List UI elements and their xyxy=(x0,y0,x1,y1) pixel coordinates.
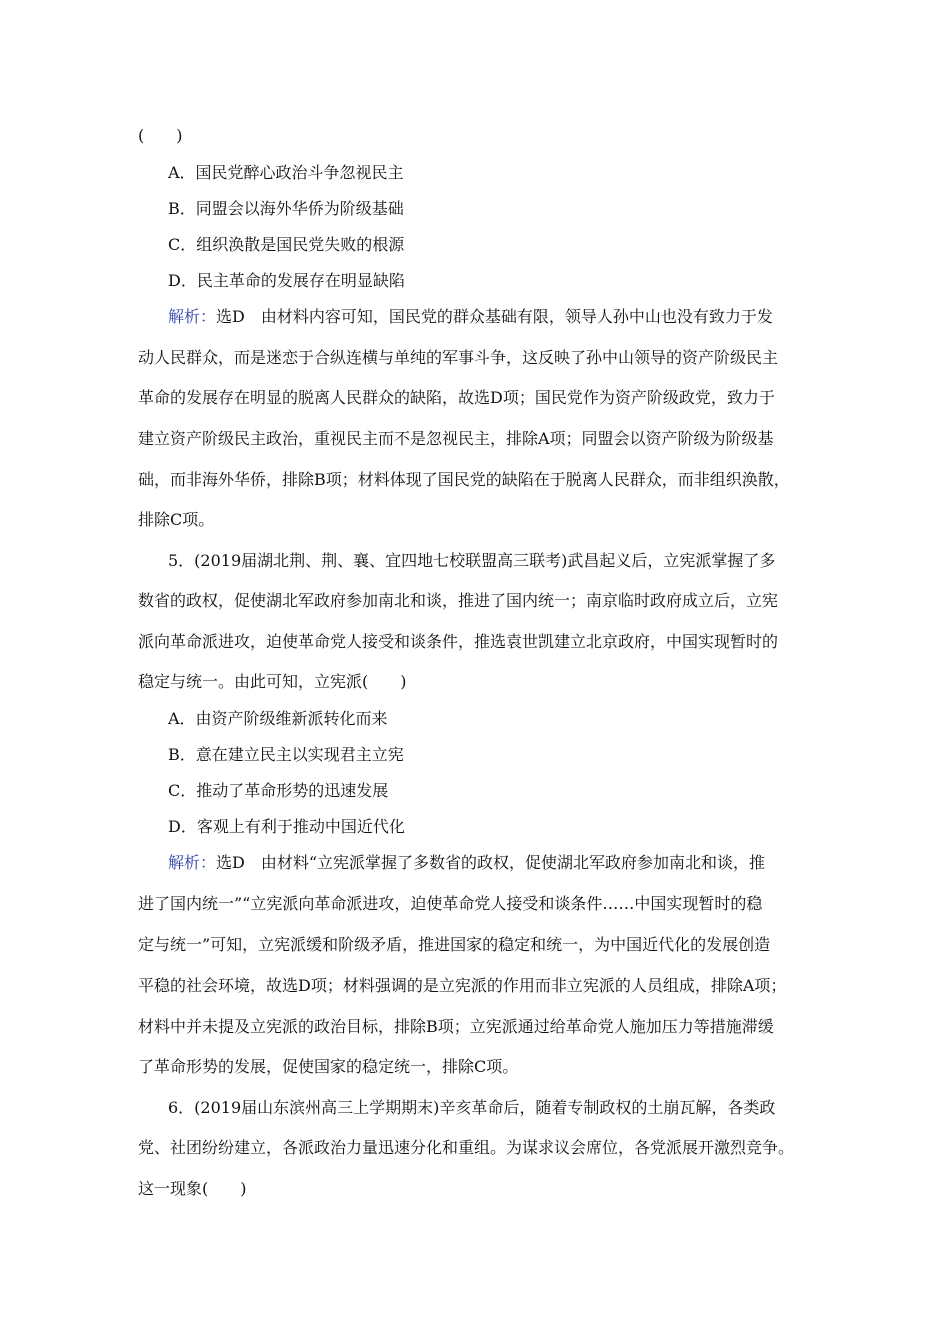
q6-stem-line: 6．(2019届山东滨州高三上学期期末)辛亥革命后，随着专制政权的土崩瓦解，各类政 xyxy=(168,1098,776,1117)
q5-analysis-line: 平稳的社会环境，故选D项；材料强调的是立宪派的作用而非立宪派的人员组成，排除A项； xyxy=(138,976,787,995)
q4-analysis-line: 革命的发展存在明显的脱离人民群众的缺陷，故选D项；国民党作为资产阶级政党，致力于 xyxy=(138,388,775,407)
q5-stem-line: 稳定与统一。由此可知，立宪派( ) xyxy=(138,672,407,691)
q4-stem-tail: ( ) xyxy=(138,126,183,145)
q4-analysis-line: 础，而非海外华侨，排除B项；材料体现了国民党的缺陷在于脱离人民群众，而非组织涣散， xyxy=(138,470,790,489)
q6-stem-line: 这一现象( ) xyxy=(138,1179,247,1198)
q5-option-b: B．意在建立民主以实现君主立宪 xyxy=(168,745,404,764)
q4-analysis-line: 动人民群众，而是迷恋于合纵连横与单纯的军事斗争，这反映了孙中山领导的资产阶级民主 xyxy=(138,348,779,367)
q4-analysis-first-line xyxy=(168,307,773,327)
q5-analysis-line: 定与统一”可知，立宪派缓和阶级矛盾，推进国家的稳定和统一，为中国近代化的发展创造 xyxy=(138,935,771,954)
q5-analysis-line: 了革命形势的发展，促使国家的稳定统一，排除C项。 xyxy=(138,1057,519,1076)
q5-option-c: C．推动了革命形势的迅速发展 xyxy=(168,781,389,800)
q4-analysis-line: 排除C项。 xyxy=(138,510,215,529)
q4-option-b: B．同盟会以海外华侨为阶级基础 xyxy=(168,199,404,218)
q5-stem-line: 5．(2019届湖北荆、荆、襄、宜四地七校联盟高三联考)武昌起义后，立宪派掌握了多 xyxy=(168,551,776,570)
q6-stem-line: 党、社团纷纷建立，各派政治力量迅速分化和重组。为谋求议会席位，各党派展开激烈竞争。 xyxy=(138,1138,795,1157)
q4-option-a: A．国民党醉心政治斗争忽视民主 xyxy=(168,163,404,182)
q4-analysis-line: 建立资产阶级民主政治，重视民主而不是忽视民主，排除A项；同盟会以资产阶级为阶级基 xyxy=(138,429,774,448)
q4-option-c: C．组织涣散是国民党失败的根源 xyxy=(168,235,405,254)
q5-analysis-text: 选D 由材料“立宪派掌握了多数省的政权，促使湖北军政府参加南北和谈，推 xyxy=(216,853,766,872)
q5-option-a: A．由资产阶级维新派转化而来 xyxy=(168,709,388,728)
q4-analysis-text: 选D 由材料内容可知，国民党的群众基础有限，领导人孙中山也没有致力于发 xyxy=(216,307,773,326)
q5-analysis-label: 解析： xyxy=(168,853,217,872)
q5-stem-line: 派向革命派进攻，迫使革命党人接受和谈条件，推选袁世凯建立北京政府，中国实现暂时的 xyxy=(138,632,779,651)
q4-analysis-label: 解析： xyxy=(168,307,217,326)
q4-option-d: D．民主革命的发展存在明显缺陷 xyxy=(168,271,405,290)
q5-analysis-line: 材料中并未提及立宪派的政治目标，排除B项；立宪派通过给革命党人施加压力等措施滞缓 xyxy=(138,1017,774,1036)
q5-stem-line: 数省的政权，促使湖北军政府参加南北和谈，推进了国内统一；南京临时政府成立后，立宪 xyxy=(138,591,779,610)
q5-analysis-line: 进了国内统一”“立宪派向革命派进攻，迫使革命党人接受和谈条件……中国实现暂时的稳 xyxy=(138,894,763,913)
q5-analysis-first-line xyxy=(168,853,765,873)
q5-option-d: D．客观上有利于推动中国近代化 xyxy=(168,817,405,836)
